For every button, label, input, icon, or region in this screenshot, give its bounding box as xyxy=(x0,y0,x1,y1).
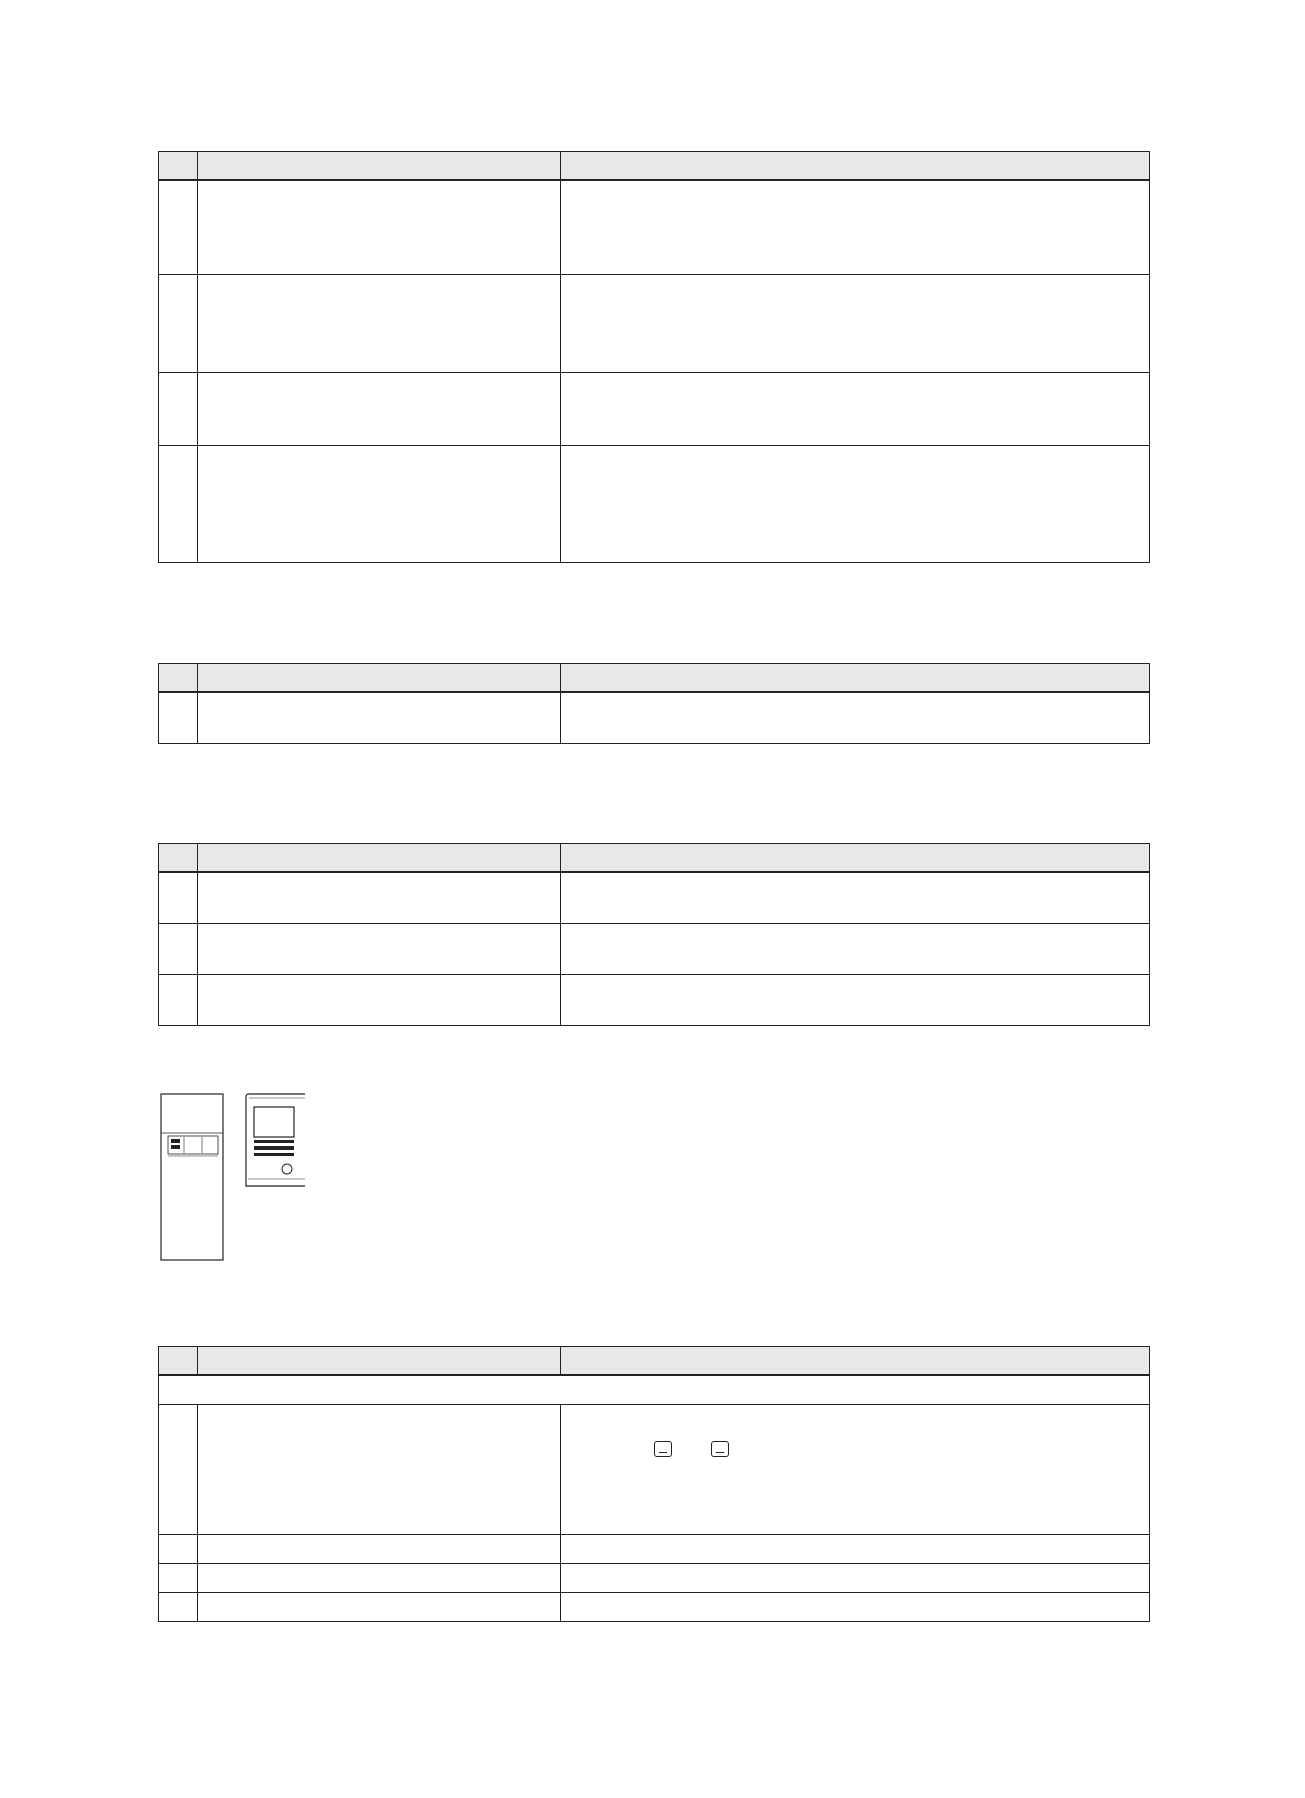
key-button-icon xyxy=(711,1441,729,1457)
table-4 xyxy=(158,1346,1150,1622)
table-header-row xyxy=(159,664,1150,693)
table-header-row xyxy=(159,152,1150,181)
table-1 xyxy=(158,151,1150,563)
table-2 xyxy=(158,663,1150,744)
table-3 xyxy=(158,843,1150,1026)
indoor-unit-illustration xyxy=(160,1093,224,1261)
table-header-row xyxy=(159,1347,1150,1376)
table-row xyxy=(159,275,1150,373)
table-section-row xyxy=(159,1375,1150,1405)
table-row xyxy=(159,1535,1150,1564)
table-row xyxy=(159,872,1150,924)
table-header-row xyxy=(159,844,1150,873)
table-row xyxy=(159,975,1150,1026)
table-row xyxy=(159,1564,1150,1593)
table-row xyxy=(159,1405,1150,1535)
table-row xyxy=(159,692,1150,744)
table-row xyxy=(159,446,1150,563)
table-row xyxy=(159,180,1150,275)
table-row xyxy=(159,1593,1150,1622)
control-panel-illustration xyxy=(245,1092,305,1188)
table-row xyxy=(159,924,1150,975)
key-button-icon xyxy=(654,1441,672,1457)
table-row xyxy=(159,373,1150,446)
